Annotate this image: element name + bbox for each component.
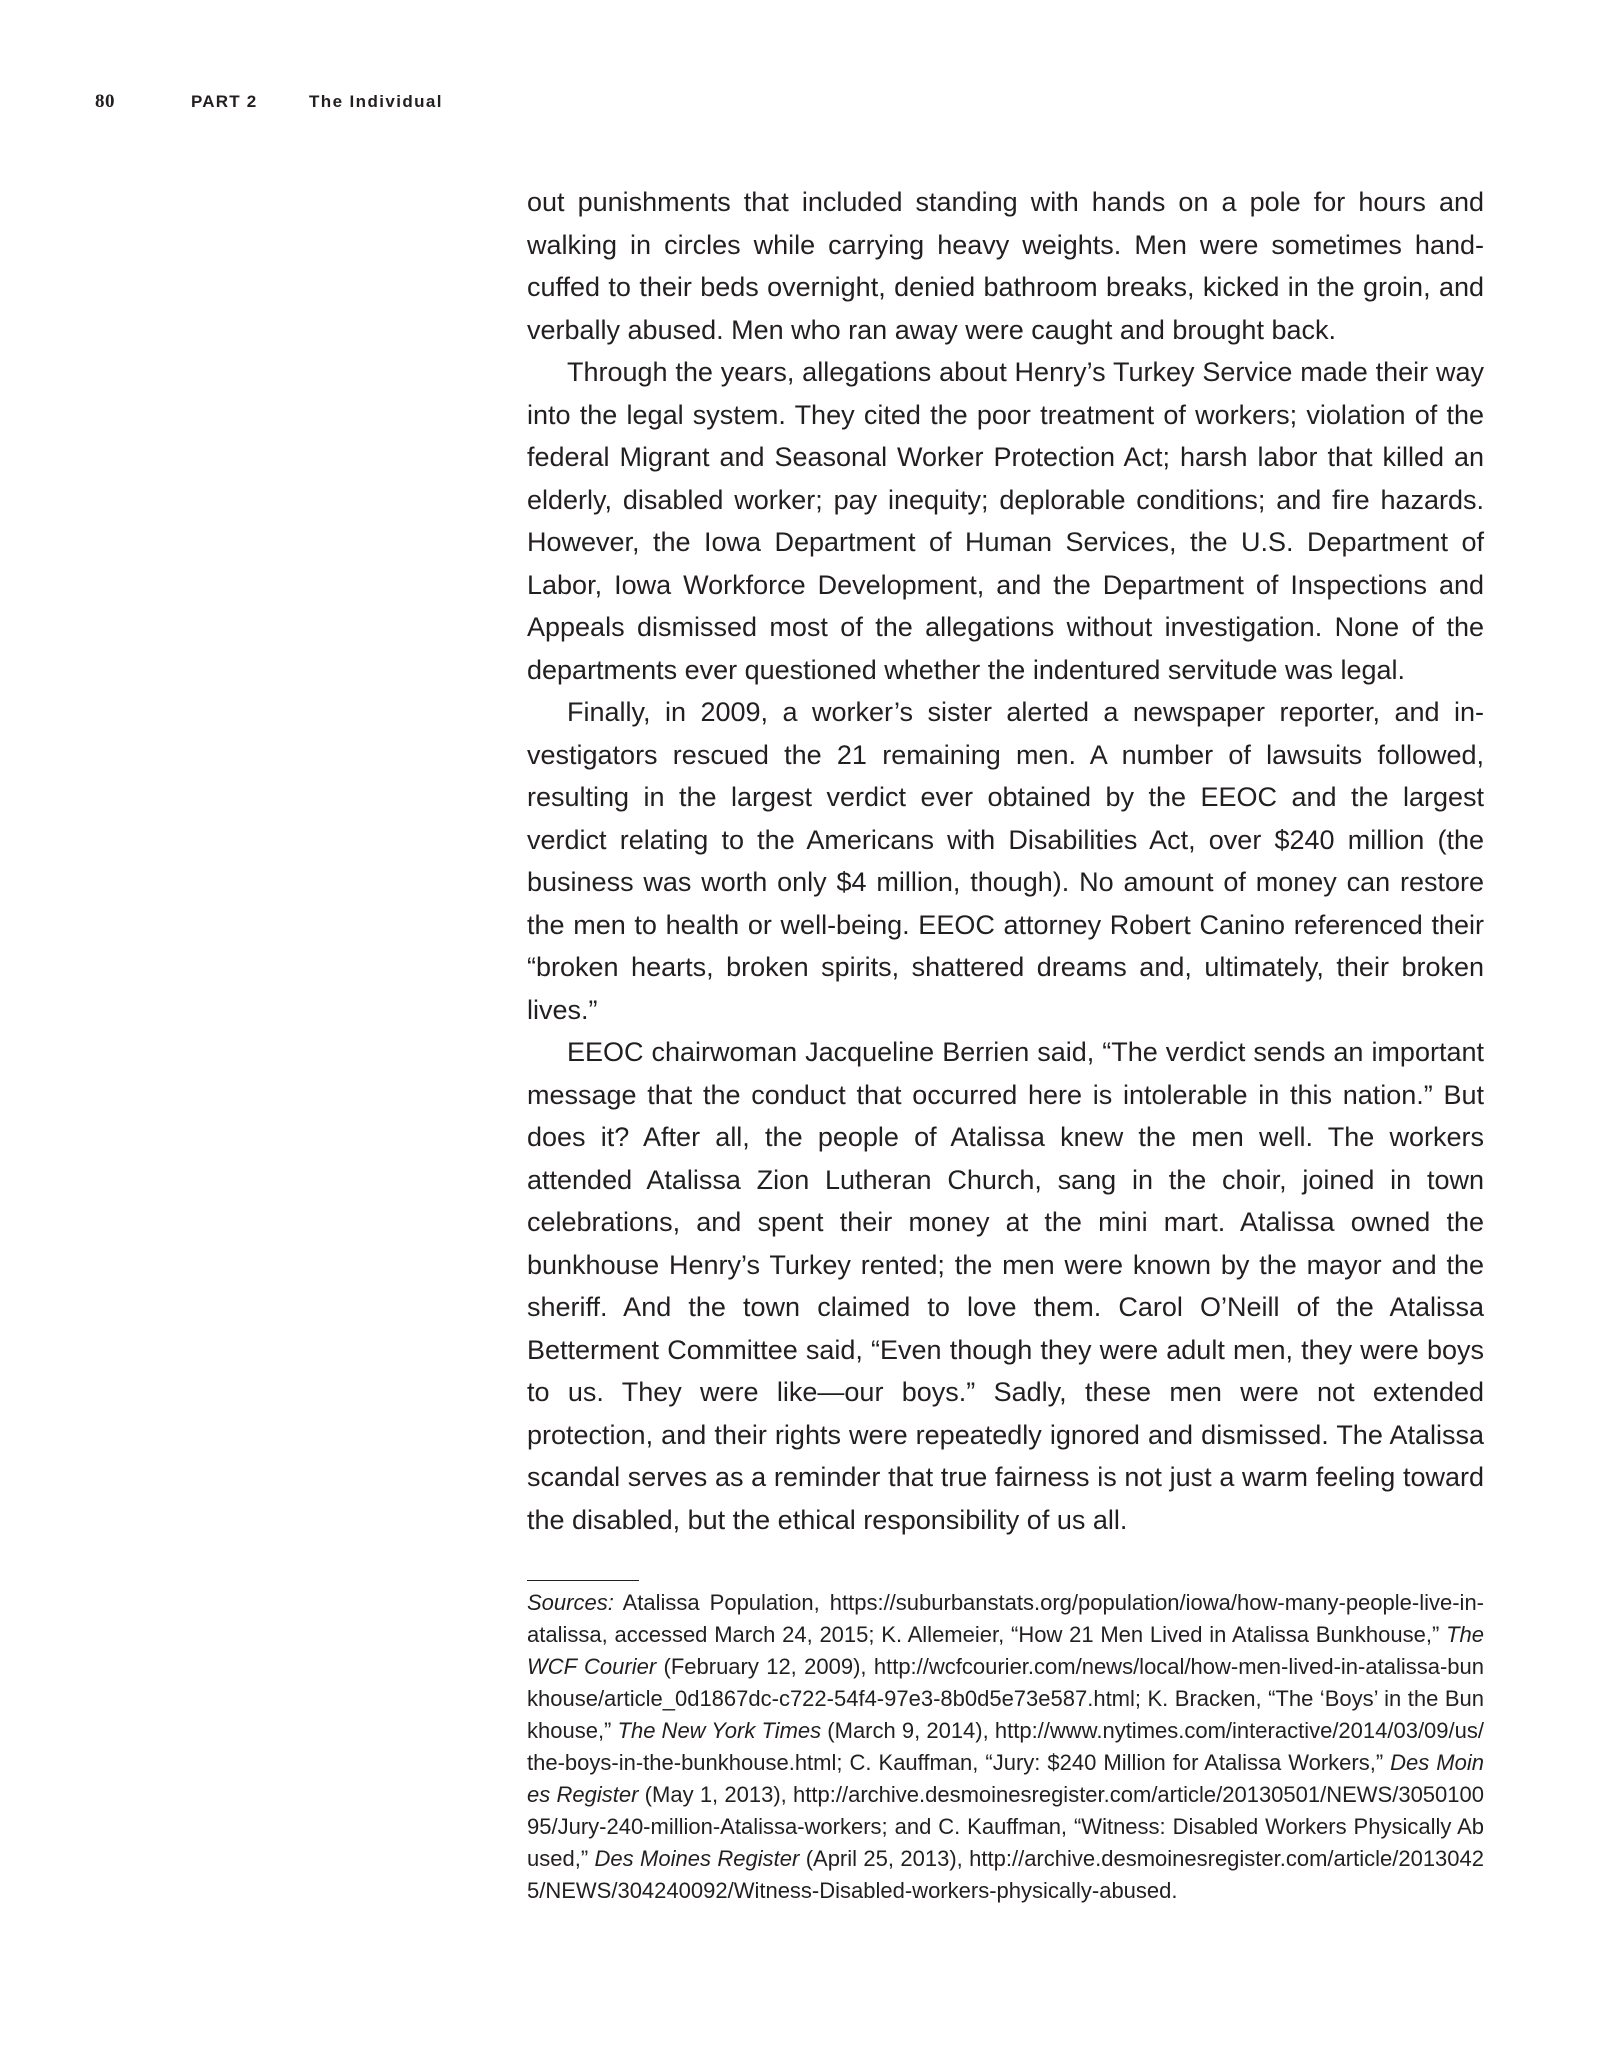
section-title: The Individual [309,92,443,111]
sources-text-5: (April 25, 2013), http://archive.desmoinesregister.com/article/20130425/NEWS/304240092/Witness-Disabled-workers-physically-abused. [527,1846,1484,1903]
publication-des-moines-register-2: Des Moines Register [594,1846,800,1871]
paragraph-rescue-verdict: Finally, in 2009, a worker’s sister alerted a newspaper reporter, and investigators rescued the 21 remaining men. A number of lawsuits followed, resulting in the largest verdict ever obtained by the EEOC and the largest verdict relating to the Americans with Disabilities Act, over $240 million (the business was worth only $4 million, though). No amount of money can restore the men to health or well-being. EEOC attorney Robert Canino referenced their “broken hearts, broken spirits, shattered dreams and, ultimately, their broken lives.” [527,697,1484,1025]
part-label: PART 2 [191,92,258,111]
paragraph-allegations: Through the years, allegations about Henry’s Turkey Service made their way into the legal system. They cited the poor treatment of workers; violation of the federal Migrant and Seasonal Worker Protection Act; harsh labor that killed an elderly, disabled worker; pay inequity; deplorable conditions; and fire hazards. However, the Iowa Department of Human Services, the U.S. Department of Labor, Iowa Workforce Development, and the Department of Inspections and Appeals dismissed most of the allegations without investigation. None of the departments ever questioned whether the indentured servitude was legal. [527,357,1484,685]
sources-text-2: (February 12, 2009), http://wcfcourier.com/news/local/how-men-lived-in-atalissa-bunkhouse/article_0d1867dc-c722-54f4-97e3-8b0d5e73e587.html; K. Bracken, “The ‘Boys’ in the Bunkhouse,” [527,1654,1484,1743]
paragraph-eeoc-statement: EEOC chairwoman Jacqueline Berrien said, “The verdict sends an important message that the conduct that occurred here is intolerable in this nation.” But does it? After all, the people of Atalissa knew the men well. The workers attended Atalissa Zion Lutheran Church, sang in the choir, joined in town celebrations, and spent their money at the mini mart. Atalissa owned the bunkhouse Henry’s Turkey rented; the men were known by the mayor and the sheriff. And the town claimed to love them. Carol O’Neill of the Atalissa Betterment Committee said, “Even though they were adult men, they were boys to us. They were like—our boys.” Sadly, these men were not extended protection, and their rights were repeatedly ignored and dismissed. The Atalissa scandal serves as a reminder that true fairness is not just a warm feeling toward the disabled, but the ethical responsibility of us all. [527,1037,1484,1535]
paragraph-continued: out punishments that included standing with hands on a pole for hours and walking in circles while carrying heavy weights. Men were sometimes handcuffed to their beds overnight, denied bathroom breaks, kicked in the groin, and verbally abused. Men who ran away were caught and brought back. [527,187,1484,345]
page-number: 80 [95,91,115,112]
sources-note [527,1587,1484,1907]
publication-des-moines-register: Des Moines Register [527,1750,1484,1807]
sources-text-1: Atalissa Population, https://suburbanstats.org/population/iowa/how-many-people-live-in-atalissa, accessed March 24, 2015; K. Allemeier, “How 21 Men Lived in Atalissa Bunkhouse,” [527,1590,1484,1647]
sources-label: Sources: [527,1590,614,1615]
publication-nyt: The New York Times [617,1718,822,1743]
sources-text-3: (March 9, 2014), http://www.nytimes.com/interactive/2014/03/09/us/the-boys-in-the-bunkhouse.html; C. Kauffman, “Jury: $240 Million for Atalissa Workers,” [527,1718,1484,1775]
footnote-divider [527,1580,639,1581]
publication-wcf-courier: The WCF Courier [527,1622,1484,1679]
sources-text-4: (May 1, 2013), http://archive.desmoinesregister.com/article/20130501/NEWS/305010095/Jury-240-million-Atalissa-workers; and C. Kauffman, “Witness: Disabled Workers Physically Abused,” [527,1782,1484,1871]
body-text [527,181,1484,1541]
